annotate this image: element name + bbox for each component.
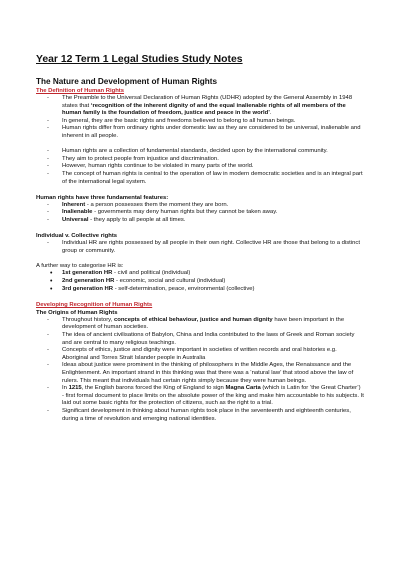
developing-heading: Developing Recognition of Human Rights: [36, 301, 153, 308]
list-item: - Inalienable - governments may deny human rights but they cannot be taken away.: [62, 209, 364, 217]
list-item: - The Preamble to the Universal Declaration of Human Rights (UDHR) adopted by the General Assembly in 1948 states that ‘recognition of the inherent dignity of and the equal inalienable rights of all members of the human family is the foundation of freedom, justice and peace in the world’.: [62, 95, 364, 118]
features-list: [36, 202, 364, 225]
generations-intro: A further way to categorise HR is:: [36, 262, 124, 269]
document-title: Year 12 Term 1 Legal Studies Study Notes: [36, 54, 243, 65]
definition-heading: The Definition of Human Rights: [36, 88, 125, 94]
list-item: - Human rights are a collection of fundamental standards, decided upon by the international community.: [62, 148, 364, 156]
list-item: - Throughout history, concepts of ethical behaviour, justice and human dignity have been important in the development of human societies.: [62, 317, 364, 332]
list-item: • 1st generation HR - civil and political (individual): [62, 270, 364, 278]
list-item: - The idea of ancient civilisations of Babylon, China and India contributed to the laws of Greek and Roman society and are central to many religious teachings.: [62, 332, 364, 347]
list-item: • 3rd generation HR - self-determination, peace, environmental (collective): [62, 286, 364, 294]
list-item: - Individual HR are rights possessed by all people in their own right. Collective HR are those that belong to a distinct group or community.: [62, 240, 364, 255]
features-heading: Human rights have three fundamental features:: [36, 194, 169, 201]
individual-heading: Individual v. Collective rights: [36, 233, 118, 240]
list-item: - Ideas about justice were prominent in the thinking of philosophers in the Middle Ages, the Renaissance and the Enlightenment. An important strand in this thinking was that there was a ‘natural law’ that stood above the law of rulers. This meant that individuals had certain rights simply because they were human beings.: [62, 362, 364, 385]
list-item: - Universal - they apply to all people at all times.: [62, 217, 364, 225]
definition-list-2: [36, 148, 364, 186]
list-item: - However, human rights continue to be violated in many parts of the world.: [62, 163, 364, 171]
list-item: - In general, they are the basic rights and freedoms believed to belong to all human beings.: [62, 118, 364, 126]
section-title: The Nature and Development of Human Rights: [36, 77, 218, 86]
list-item: - In 1215, the English barons forced the King of England to sign Magna Carta (which is Latin for ‘the Great Charter’) - first formal document to place limits on the absolute power of the king and make him accountable to his subjects. It laid out some basic rights for the protection of citizens, such as the right to a trial.: [62, 385, 364, 408]
list-item: - The concept of human rights is central to the operation of law in modern democratic societies and is an integral part of the international legal system.: [62, 171, 364, 186]
list-item: - They aim to protect people from injustice and discrimination.: [62, 156, 364, 164]
origins-list: [36, 317, 364, 423]
list-item: • 2nd generation HR - economic, social and cultural (individual): [62, 278, 364, 286]
definition-list-1: [36, 95, 364, 141]
individual-list: [36, 240, 364, 255]
origins-subheading: The Origins of Human Rights: [36, 309, 118, 316]
generations-list: [36, 270, 364, 293]
list-item: - Concepts of ethics, justice and dignity were important in societies of written records and oral histories e.g. Aboriginal and Torres Strait Islander people in Australia: [62, 347, 364, 362]
list-item: - Inherent - a person possesses them the moment they are born.: [62, 202, 364, 210]
list-item: - Human rights differ from ordinary rights under domestic law as they are considered to be universal, inalienable and inherent in all people.: [62, 125, 364, 140]
list-item: - Significant development in thinking about human rights took place in the seventeenth and eighteenth centuries, during a time of revolution and emerging national identities.: [62, 408, 364, 423]
